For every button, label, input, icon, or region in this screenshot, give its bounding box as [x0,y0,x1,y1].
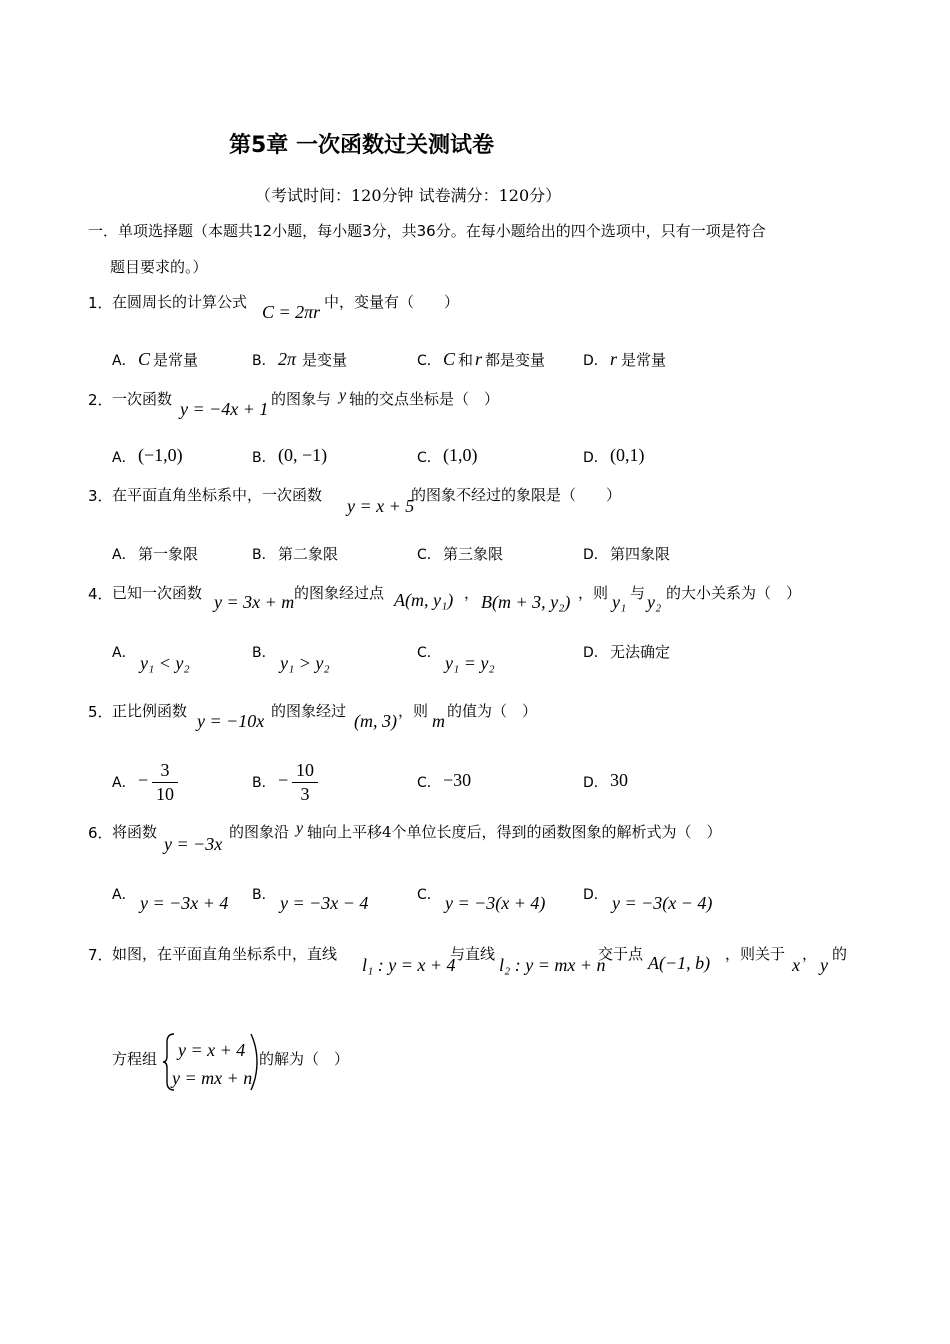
q2-option-d-value: (0,1) [610,445,645,465]
q6-option-d-value: y = −3(x − 4) [612,893,713,913]
q7-point-a: A(−1, b) [648,953,711,973]
q5-option-d-label: D． [583,775,608,791]
q5-option-b-denominator: 3 [300,784,310,804]
q2-stem-pre: 一次函数 [112,390,173,408]
q1-option-d-label: D． [583,353,608,369]
q6-stem-mid: 的图象沿 [229,823,290,841]
q5-option-b-label: B． [252,775,276,791]
q4-option-d-text: 无法确定 [610,643,671,661]
q3-option-b-label: B． [252,547,276,563]
q2-stem-mid: 的图象与 [271,390,332,408]
q5-option-a-fraction [152,760,178,805]
q3-stem-post: 的图象不经过的象限是（ ） [411,486,622,504]
q1-option-c-math2: r [475,349,483,369]
q6-number: 6． [88,824,113,842]
q7-comma: ， [802,945,818,963]
q7-system-pre: 方程组 [112,1050,158,1068]
q6-option-a-label: A． [112,887,136,903]
q3-option-b-text: 第二象限 [278,545,339,563]
q2-number: 2． [88,391,113,409]
q5-var-m: m [432,711,445,731]
q5-option-b-numerator: 10 [296,760,314,780]
q4-stem-mid2: ，则 [578,584,609,602]
q7-stem-mid3: ，则关于 [725,945,786,963]
q3-option-d-text: 第四象限 [610,545,671,563]
exam-info: （考试时间：120分钟 试卷满分：120分） [255,186,562,205]
q5-option-b-fraction-bar [292,782,318,783]
q4-formula: y = 3x + m [214,592,295,612]
q5-option-a-fraction-bar [152,782,178,783]
q1-option-b-math: 2π [278,349,297,369]
q3-number: 3． [88,487,113,505]
q4-stem-mid1: 的图象经过点 [294,584,385,602]
q4-stem-post: 的大小关系为（ ） [666,584,802,602]
q3-option-c-label: C． [417,547,441,563]
q4-option-a-label: A． [112,645,136,661]
q5-option-c-label: C． [417,775,441,791]
q3-stem-pre: 在平面直角坐标系中，一次函数 [112,486,323,504]
q6-option-a-value: y = −3x + 4 [140,893,229,913]
q7-var-x: x [792,955,800,975]
q4-option-c-value: y₁ = y₂ [445,653,495,673]
q1-option-c-text: 都是变量 [485,351,546,369]
q1-option-c-mid: 和 [458,351,474,369]
q1-option-c-label: C． [417,353,441,369]
q4-option-b-label: B． [252,645,276,661]
section-heading-line2: 题目要求的。） [110,258,208,276]
q4-stem-pre: 已知一次函数 [112,584,203,602]
q2-stem-post: 轴的交点坐标是（ ） [349,390,500,408]
q7-stem-post: 的 [832,945,848,963]
q6-stem-post: 轴向上平移4个单位长度后，得到的函数图象的解析式为（ ） [307,823,722,841]
q4-number: 4． [88,585,113,603]
q2-option-d-label: D． [583,450,608,466]
q4-option-b-value: y₁ > y₂ [280,653,330,673]
q1-option-d-text: 是常量 [621,351,667,369]
q2-option-a-label: A． [112,450,136,466]
q5-option-b-fraction [292,760,318,805]
q1-option-a-text: 是常量 [153,351,199,369]
q6-option-c-label: C． [417,887,441,903]
q3-formula: y = x + 5 [347,496,415,516]
q7-system-eq2: y = mx + n [172,1068,253,1088]
q7-system-right-paren [249,1032,259,1092]
q7-number: 7． [88,946,113,964]
q1-option-b-label: B． [252,353,276,369]
q5-option-a-denominator: 10 [156,784,174,804]
q6-option-c-value: y = −3(x + 4) [445,893,546,913]
q7-system-post: 的解为（ ） [259,1050,350,1068]
q1-option-a-math: C [138,349,151,369]
q4-option-a-value: y₁ < y₂ [140,653,190,673]
q1-option-a-label: A． [112,353,136,369]
q5-number: 5． [88,703,113,721]
q5-point: (m, 3) [354,711,397,731]
q3-option-d-label: D． [583,547,608,563]
q7-line-l2: l₂ : y = mx + n [499,955,606,975]
q7-line-l1: l₁ : y = x + 4 [362,955,456,975]
q5-stem-pre: 正比例函数 [112,702,188,720]
q7-var-y: y [820,955,828,975]
q4-comma: ， [464,584,480,602]
q1-number: 1． [88,294,113,312]
q6-option-b-label: B． [252,887,276,903]
q5-option-a-label: A． [112,775,136,791]
q5-option-a-sign: − [138,770,149,790]
q5-option-b-sign: − [278,770,289,790]
q4-y2: y₂ [647,592,662,612]
q2-option-a-value: (−1,0) [138,445,183,465]
q3-option-a-text: 第一象限 [138,545,199,563]
section-heading-line1: 一．单项选择题（本题共12小题，每小题3分，共36分。在每小题给出的四个选项中，只有一项是符合 [88,222,766,240]
q2-option-c-label: C． [417,450,441,466]
q3-option-a-label: A． [112,547,136,563]
q6-option-d-label: D． [583,887,608,903]
q1-option-d-math: r [610,349,618,369]
q2-var-y: y [339,387,347,404]
q1-option-b-text: 是变量 [302,351,348,369]
q7-system-eq1: y = x + 4 [178,1040,246,1060]
q2-option-c-value: (1,0) [443,445,478,465]
q1-stem-pre: 在圆周长的计算公式 [112,293,248,311]
q7-stem-pre: 如图，在平面直角坐标系中，直线 [112,945,338,963]
q5-stem-post: 的值为（ ） [447,702,538,720]
q6-var-y: y [296,820,304,837]
q5-option-c-value: −30 [443,770,472,790]
q7-stem-mid1: 与直线 [450,945,496,963]
q5-stem-mid: 的图象经过 [271,702,347,720]
q5-stem-mid2: ，则 [398,702,429,720]
q4-yu: 与 [630,584,646,602]
page-title: 第5章 一次函数过关测试卷 [229,133,494,158]
q1-stem-post: 中，变量有（ ） [324,293,460,311]
q3-option-c-text: 第三象限 [443,545,504,563]
q6-option-b-value: y = −3x − 4 [280,893,369,913]
q5-option-a-numerator: 3 [160,760,170,780]
q2-option-b-value: (0, −1) [278,445,328,465]
q4-y1: y₁ [612,592,627,612]
q6-formula: y = −3x [164,834,223,854]
q4-option-c-label: C． [417,645,441,661]
q4-point-a: A(m, y₁) [394,590,454,610]
q2-option-b-label: B． [252,450,276,466]
q6-stem-pre: 将函数 [112,823,158,841]
q4-point-b: B(m + 3, y₂) [481,592,571,612]
q1-option-c-math1: C [443,349,456,369]
q7-stem-mid2: 交于点 [598,945,644,963]
q1-formula: C = 2πr [262,302,321,322]
q5-formula: y = −10x [197,711,265,731]
q4-option-d-label: D． [583,645,608,661]
q5-option-d-value: 30 [610,770,628,790]
q2-formula: y = −4x + 1 [180,399,269,419]
